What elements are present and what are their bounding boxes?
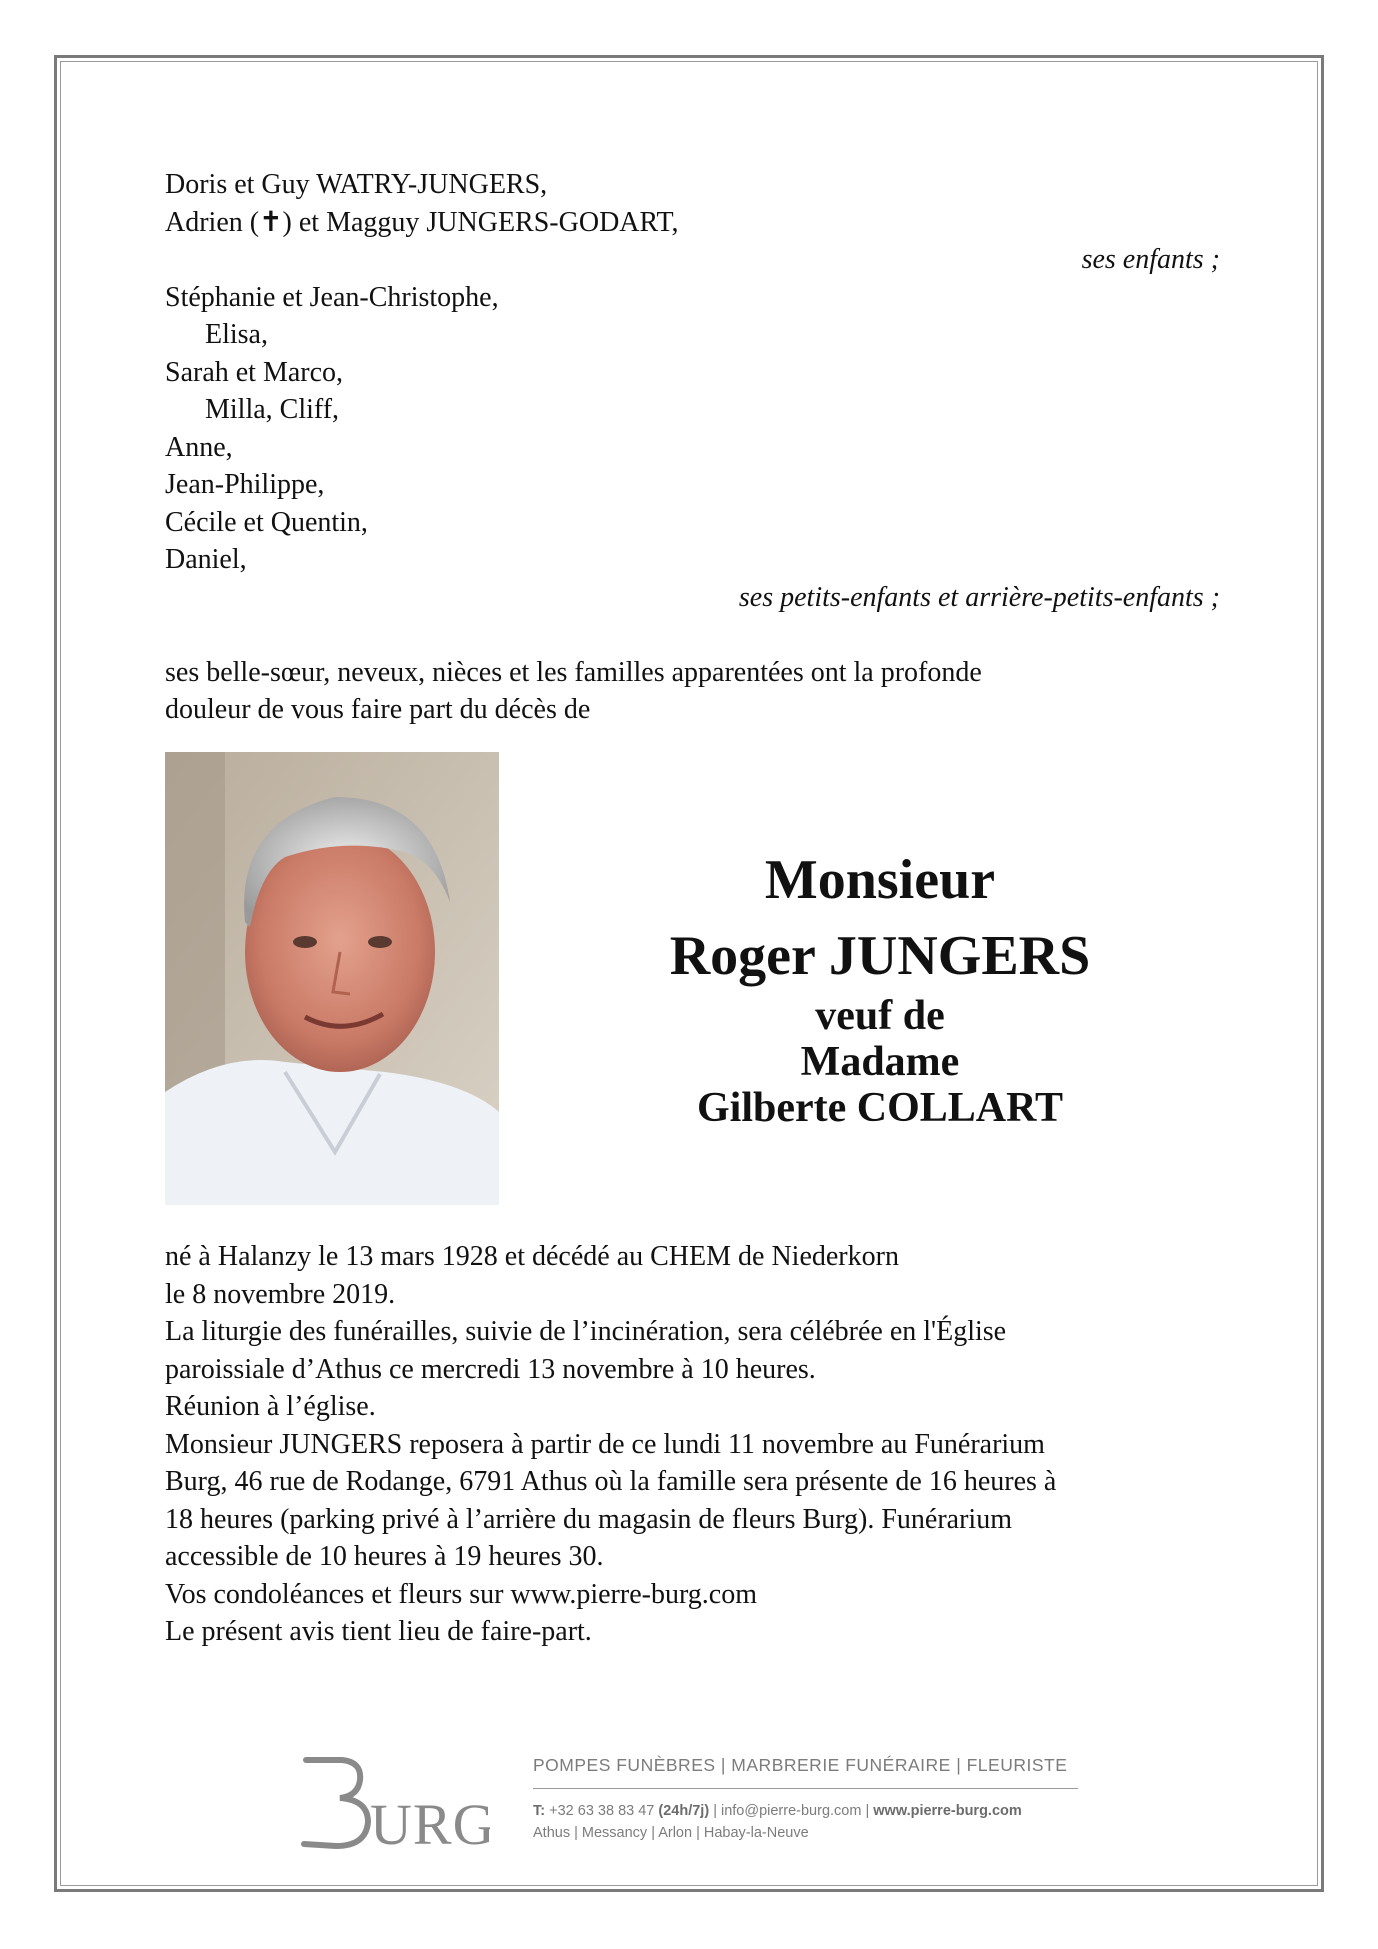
deceased-name: Roger JUNGERS <box>669 925 1091 987</box>
spouse-name: Gilberte COLLART <box>696 1085 1063 1131</box>
details-line: paroissiale d’Athus ce mercredi 13 novembre à 10 heures. <box>165 1353 816 1385</box>
children-role: ses enfants ; <box>1081 244 1220 275</box>
details-line: Réunion à l’église. <box>165 1391 376 1422</box>
details-line: Burg, 46 rue de Rodange, 6791 Athus où la famille sera présente de 16 heures à <box>165 1466 1057 1497</box>
grandchild-line: Anne, <box>165 431 233 463</box>
portrait-photo <box>165 752 499 1205</box>
children-line-1: Doris et Guy WATRY-JUNGERS, <box>165 169 548 200</box>
relation-label: veuf de <box>815 993 945 1039</box>
grandchild-line: Elisa, <box>205 319 268 350</box>
spouse-title: Madame <box>800 1039 960 1085</box>
details-line: né à Halanzy le 13 mars 1928 et décédé au CHEM de Niederkorn <box>165 1241 899 1272</box>
details-line: le 8 novembre 2019. <box>165 1278 396 1310</box>
details-line: accessible de 10 heures à 19 heures 30. <box>165 1541 604 1572</box>
details-line: 18 heures (parking privé à l’arrière du magasin de fleurs Burg). Funérarium <box>165 1503 1012 1535</box>
grandchild-line: Cécile et Quentin, <box>165 506 368 538</box>
phone-label: T: <box>533 1803 546 1819</box>
announcement-line-2: douleur de vous faire part du décès de <box>165 694 591 725</box>
footer-services: POMPES FUNÈBRES | MARBRERIE FUNÉRAIRE | FLEURISTE <box>533 1755 1068 1775</box>
spacer <box>165 616 1220 654</box>
footer-locations: Athus | Messancy | Arlon | Habay-la-Neuve <box>533 1825 809 1841</box>
family-section <box>165 166 1220 729</box>
svg-text:URG: URG <box>370 1792 490 1852</box>
separator: | <box>865 1803 874 1819</box>
grandchild-line: Sarah et Marco, <box>165 356 344 388</box>
deceased-name-block <box>560 845 1200 1131</box>
footer-divider <box>533 1788 1078 1789</box>
funeral-details <box>165 1238 1225 1651</box>
burg-logo <box>300 1752 490 1852</box>
email-link[interactable]: info@pierre-burg.com <box>720 1803 862 1819</box>
grandchild-line: Jean-Philippe, <box>165 469 325 500</box>
footer-info <box>533 1755 1083 1841</box>
grandchild-line: Milla, Cliff, <box>205 394 340 425</box>
phone-number: +32 63 38 83 47 <box>549 1803 655 1819</box>
announcement-line-1: ses belle-sœur, neveux, nièces et les familles apparentées ont la profonde <box>165 656 982 688</box>
separator: | <box>713 1803 721 1819</box>
details-line: Le présent avis tient lieu de faire-part. <box>165 1616 592 1647</box>
details-line: Vos condoléances et fleurs sur www.pierre-burg.com <box>165 1578 757 1610</box>
website-link[interactable]: www.pierre-burg.com <box>873 1803 1022 1819</box>
grandchildren-role: ses petits-enfants et arrière-petits-enfants ; <box>738 581 1220 613</box>
children-line-2: Adrien (✝) et Magguy JUNGERS-GODART, <box>165 206 679 238</box>
deceased-title: Monsieur <box>764 849 996 911</box>
grandchild-line: Stéphanie et Jean-Christophe, <box>165 281 499 313</box>
details-line: Monsieur JUNGERS reposera à partir de ce lundi 11 novembre au Funérarium <box>165 1428 1045 1460</box>
details-line: La liturgie des funérailles, suivie de l’incinération, sera célébrée en l'Église <box>165 1316 1007 1347</box>
footer-contact <box>533 1803 1083 1819</box>
phone-hours: (24h/7j) <box>658 1803 710 1819</box>
grandchild-line: Daniel, <box>165 544 247 575</box>
